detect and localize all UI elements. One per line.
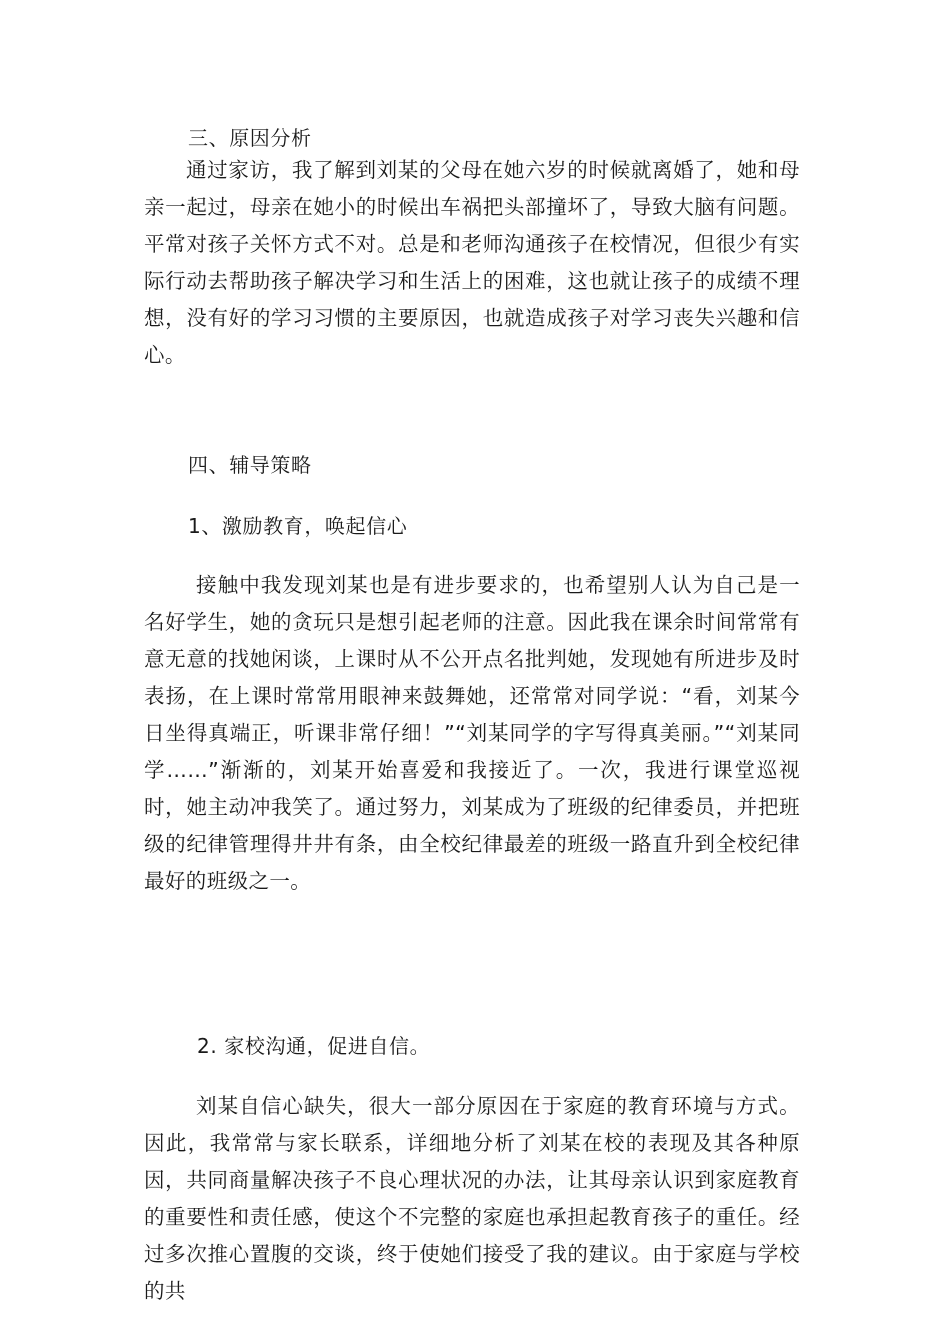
section-heading-counseling-strategy: 四、辅导策略 [188, 453, 312, 477]
section-heading-cause-analysis: 三、原因分析 [188, 126, 312, 150]
subheading-encouragement: 1、激励教育，唤起信心 [188, 514, 408, 538]
paragraph-encouragement: 接触中我发现刘某也是有进步要求的，也希望别人认为自己是一名好学生，她的贪玩只是想引起老师的注意。因此我在课余时间常常有意无意的找她闲谈，上课时从不公开点名批判她，发现她有所进步及时表扬，在上课时常常用眼神来鼓舞她，还常常对同学说：“看，刘某今日坐得真端正，听课非常仔细！”“刘某同学的字写得真美丽。”“刘某同学……”渐渐的，刘某开始喜爱和我接近了。一次，我进行课堂巡视时，她主动冲我笑了。通过努力，刘某成为了班级的纪律委员，并把班级的纪律管理得井井有条，由全校纪律最差的班级一路直升到全校纪律最好的班级之一。 [144, 573, 800, 893]
paragraph-cause-analysis: 通过家访，我了解到刘某的父母在她六岁的时候就离婚了，她和母亲一起过，母亲在她小的时候出车祸把头部撞坏了，导致大脑有问题。平常对孩子关怀方式不对。总是和老师沟通孩子在校情况，但很少有实际行动去帮助孩子解决学习和生活上的困难，这也就让孩子的成绩不理想，没有好的学习习惯的主要原因，也就造成孩子对学习丧失兴趣和信心。 [144, 158, 800, 367]
subheading-home-school-communication: 2. 家校沟通，促进自信。 [197, 1034, 431, 1058]
paragraph-home-school-communication: 刘某自信心缺失，很大一部分原因在于家庭的教育环境与方式。因此，我常常与家长联系，详细地分析了刘某在校的表现及其各种原因，共同商量解决孩子不良心理状况的办法，让其母亲认识到家庭教育的重要性和责任感，使这个不完整的家庭也承担起教育孩子的重任。经过多次推心置腹的交谈，终于使她们接受了我的建议。由于家庭与学校的共 [144, 1094, 800, 1303]
